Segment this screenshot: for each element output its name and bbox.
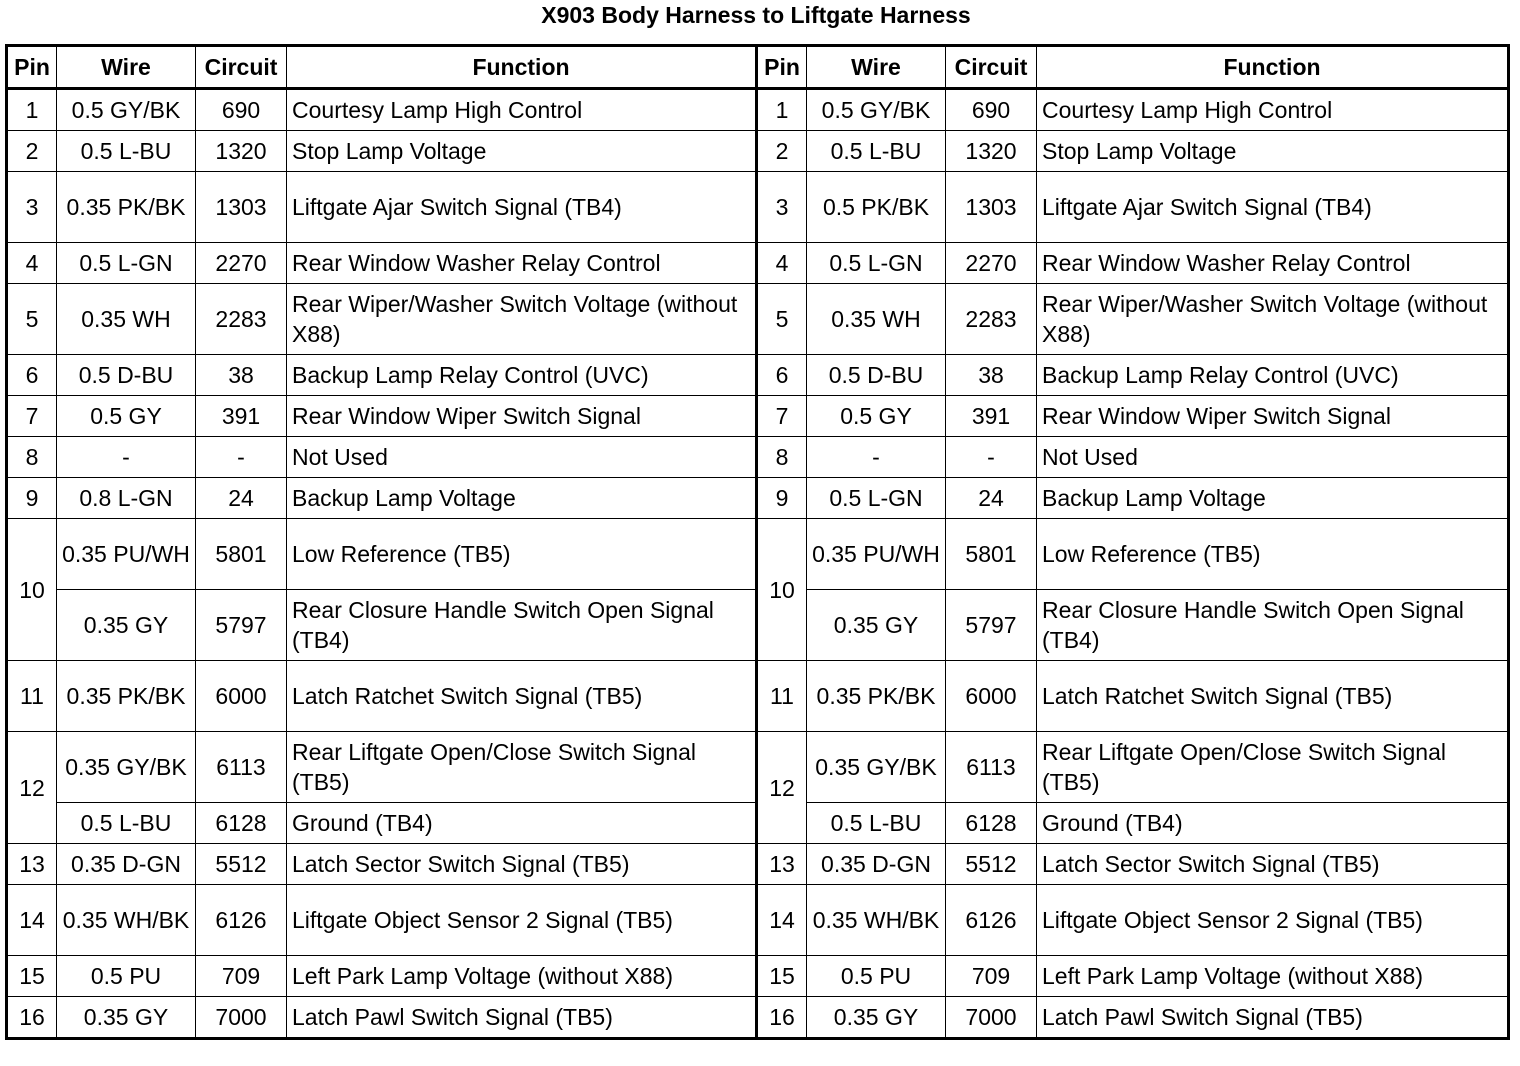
circuit-cell-right: 391 bbox=[946, 396, 1037, 437]
wire-cell: 0.35 PK/BK bbox=[57, 172, 196, 243]
table-row bbox=[7, 89, 1509, 131]
connector-pinout-table bbox=[5, 44, 1510, 1040]
wire-cell-right: 0.35 D-GN bbox=[807, 844, 946, 885]
table-row bbox=[7, 437, 1509, 478]
pin-cell-right: 8 bbox=[757, 437, 807, 478]
pin-cell: 15 bbox=[7, 956, 57, 997]
wire-cell: 0.5 GY/BK bbox=[57, 89, 196, 131]
table-row bbox=[7, 661, 1509, 732]
wire-cell: 0.8 L-GN bbox=[57, 478, 196, 519]
pin-cell-right: 16 bbox=[757, 997, 807, 1039]
function-cell-right: Liftgate Ajar Switch Signal (TB4) bbox=[1037, 172, 1509, 243]
circuit-cell: 6128 bbox=[196, 803, 287, 844]
pin-cell-right: 7 bbox=[757, 396, 807, 437]
table-row bbox=[7, 478, 1509, 519]
pin-cell: 10 bbox=[7, 519, 57, 661]
function-cell-right: Backup Lamp Voltage bbox=[1037, 478, 1509, 519]
table-row bbox=[7, 243, 1509, 284]
function-cell-right: Stop Lamp Voltage bbox=[1037, 131, 1509, 172]
header-function: Function bbox=[287, 46, 757, 89]
pin-cell-right: 6 bbox=[757, 355, 807, 396]
wire-cell: 0.5 PU bbox=[57, 956, 196, 997]
function-cell-right: Latch Ratchet Switch Signal (TB5) bbox=[1037, 661, 1509, 732]
table-row bbox=[7, 885, 1509, 956]
pin-cell: 9 bbox=[7, 478, 57, 519]
circuit-cell-right: 1303 bbox=[946, 172, 1037, 243]
function-cell: Rear Window Washer Relay Control bbox=[287, 243, 757, 284]
wire-cell: 0.5 L-BU bbox=[57, 803, 196, 844]
function-cell-right: Latch Sector Switch Signal (TB5) bbox=[1037, 844, 1509, 885]
wire-cell: 0.35 GY/BK bbox=[57, 732, 196, 803]
function-cell-right: Rear Window Washer Relay Control bbox=[1037, 243, 1509, 284]
pin-cell: 6 bbox=[7, 355, 57, 396]
wire-cell-right: 0.5 GY/BK bbox=[807, 89, 946, 131]
table-row bbox=[7, 355, 1509, 396]
circuit-cell: 2270 bbox=[196, 243, 287, 284]
function-cell: Courtesy Lamp High Control bbox=[287, 89, 757, 131]
function-cell: Liftgate Object Sensor 2 Signal (TB5) bbox=[287, 885, 757, 956]
header-circuit: Circuit bbox=[196, 46, 287, 89]
wire-cell: 0.5 L-GN bbox=[57, 243, 196, 284]
wire-cell: 0.35 PK/BK bbox=[57, 661, 196, 732]
circuit-cell: 1303 bbox=[196, 172, 287, 243]
function-cell: Latch Sector Switch Signal (TB5) bbox=[287, 844, 757, 885]
function-cell: Liftgate Ajar Switch Signal (TB4) bbox=[287, 172, 757, 243]
pin-cell-right: 3 bbox=[757, 172, 807, 243]
table-row bbox=[7, 956, 1509, 997]
header-wire: Wire bbox=[57, 46, 196, 89]
function-cell: Rear Window Wiper Switch Signal bbox=[287, 396, 757, 437]
pin-cell: 7 bbox=[7, 396, 57, 437]
pin-cell: 1 bbox=[7, 89, 57, 131]
wire-cell-right: 0.5 L-BU bbox=[807, 131, 946, 172]
circuit-cell-right: 6128 bbox=[946, 803, 1037, 844]
wire-cell-right: 0.35 PU/WH bbox=[807, 519, 946, 590]
pin-cell: 11 bbox=[7, 661, 57, 732]
table-row bbox=[7, 172, 1509, 243]
function-cell: Ground (TB4) bbox=[287, 803, 757, 844]
function-cell: Backup Lamp Voltage bbox=[287, 478, 757, 519]
wire-cell-right: 0.35 GY bbox=[807, 997, 946, 1039]
circuit-cell: 24 bbox=[196, 478, 287, 519]
circuit-cell-right: 6126 bbox=[946, 885, 1037, 956]
circuit-cell-right: - bbox=[946, 437, 1037, 478]
wire-cell: - bbox=[57, 437, 196, 478]
wire-cell-right: 0.35 GY bbox=[807, 590, 946, 661]
pin-cell: 8 bbox=[7, 437, 57, 478]
wire-cell-right: 0.5 L-BU bbox=[807, 803, 946, 844]
wire-cell-right: 0.5 GY bbox=[807, 396, 946, 437]
pin-cell-right: 11 bbox=[757, 661, 807, 732]
pin-cell: 13 bbox=[7, 844, 57, 885]
table-row bbox=[7, 284, 1509, 355]
circuit-cell: 6000 bbox=[196, 661, 287, 732]
header-row bbox=[7, 46, 1509, 89]
pin-cell-right: 15 bbox=[757, 956, 807, 997]
header-pin: Pin bbox=[7, 46, 57, 89]
wire-cell: 0.35 PU/WH bbox=[57, 519, 196, 590]
header-wire-right: Wire bbox=[807, 46, 946, 89]
circuit-cell-right: 709 bbox=[946, 956, 1037, 997]
function-cell: Rear Liftgate Open/Close Switch Signal (TB5) bbox=[287, 732, 757, 803]
table-row bbox=[7, 844, 1509, 885]
circuit-cell: 391 bbox=[196, 396, 287, 437]
wire-cell: 0.35 WH bbox=[57, 284, 196, 355]
circuit-cell: 5797 bbox=[196, 590, 287, 661]
pin-cell-right: 4 bbox=[757, 243, 807, 284]
function-cell-right: Rear Liftgate Open/Close Switch Signal (TB5) bbox=[1037, 732, 1509, 803]
wire-cell-right: 0.35 WH bbox=[807, 284, 946, 355]
wire-cell-right: 0.35 GY/BK bbox=[807, 732, 946, 803]
function-cell-right: Rear Wiper/Washer Switch Voltage (without X88) bbox=[1037, 284, 1509, 355]
circuit-cell-right: 5797 bbox=[946, 590, 1037, 661]
pin-cell-right: 10 bbox=[757, 519, 807, 661]
circuit-cell-right: 5801 bbox=[946, 519, 1037, 590]
wire-cell: 0.35 WH/BK bbox=[57, 885, 196, 956]
function-cell-right: Rear Window Wiper Switch Signal bbox=[1037, 396, 1509, 437]
pin-cell-right: 9 bbox=[757, 478, 807, 519]
circuit-cell: 6126 bbox=[196, 885, 287, 956]
pin-cell-right: 13 bbox=[757, 844, 807, 885]
pin-cell-right: 12 bbox=[757, 732, 807, 844]
function-cell-right: Courtesy Lamp High Control bbox=[1037, 89, 1509, 131]
wire-cell-right: 0.5 PU bbox=[807, 956, 946, 997]
pin-cell: 4 bbox=[7, 243, 57, 284]
wire-cell-right: 0.5 L-GN bbox=[807, 243, 946, 284]
circuit-cell: 690 bbox=[196, 89, 287, 131]
function-cell: Backup Lamp Relay Control (UVC) bbox=[287, 355, 757, 396]
wire-cell-right: - bbox=[807, 437, 946, 478]
wire-cell: 0.5 GY bbox=[57, 396, 196, 437]
document-title: X903 Body Harness to Liftgate Harness bbox=[541, 2, 971, 28]
circuit-cell-right: 5512 bbox=[946, 844, 1037, 885]
wire-cell-right: 0.35 WH/BK bbox=[807, 885, 946, 956]
function-cell-right: Latch Pawl Switch Signal (TB5) bbox=[1037, 997, 1509, 1039]
function-cell-right: Liftgate Object Sensor 2 Signal (TB5) bbox=[1037, 885, 1509, 956]
circuit-cell-right: 38 bbox=[946, 355, 1037, 396]
circuit-cell: - bbox=[196, 437, 287, 478]
circuit-cell: 7000 bbox=[196, 997, 287, 1039]
function-cell: Left Park Lamp Voltage (without X88) bbox=[287, 956, 757, 997]
wire-cell-right: 0.35 PK/BK bbox=[807, 661, 946, 732]
wire-cell: 0.35 GY bbox=[57, 997, 196, 1039]
pin-cell: 3 bbox=[7, 172, 57, 243]
circuit-cell-right: 2270 bbox=[946, 243, 1037, 284]
pin-cell-right: 1 bbox=[757, 89, 807, 131]
wire-cell-right: 0.5 D-BU bbox=[807, 355, 946, 396]
function-cell-right: Ground (TB4) bbox=[1037, 803, 1509, 844]
function-cell: Not Used bbox=[287, 437, 757, 478]
table-row bbox=[7, 732, 1509, 803]
circuit-cell-right: 6113 bbox=[946, 732, 1037, 803]
circuit-cell: 1320 bbox=[196, 131, 287, 172]
pin-cell: 16 bbox=[7, 997, 57, 1039]
wire-cell: 0.5 D-BU bbox=[57, 355, 196, 396]
wire-cell-right: 0.5 L-GN bbox=[807, 478, 946, 519]
function-cell: Latch Ratchet Switch Signal (TB5) bbox=[287, 661, 757, 732]
pin-cell-right: 2 bbox=[757, 131, 807, 172]
function-cell-right: Low Reference (TB5) bbox=[1037, 519, 1509, 590]
wire-cell-right: 0.5 PK/BK bbox=[807, 172, 946, 243]
circuit-cell-right: 7000 bbox=[946, 997, 1037, 1039]
function-cell-right: Backup Lamp Relay Control (UVC) bbox=[1037, 355, 1509, 396]
function-cell: Low Reference (TB5) bbox=[287, 519, 757, 590]
function-cell-right: Not Used bbox=[1037, 437, 1509, 478]
header-pin-right: Pin bbox=[757, 46, 807, 89]
pin-cell: 5 bbox=[7, 284, 57, 355]
function-cell: Latch Pawl Switch Signal (TB5) bbox=[287, 997, 757, 1039]
circuit-cell: 5512 bbox=[196, 844, 287, 885]
function-cell: Rear Wiper/Washer Switch Voltage (without X88) bbox=[287, 284, 757, 355]
table-row bbox=[7, 997, 1509, 1039]
circuit-cell-right: 2283 bbox=[946, 284, 1037, 355]
wire-cell: 0.5 L-BU bbox=[57, 131, 196, 172]
circuit-cell: 38 bbox=[196, 355, 287, 396]
circuit-cell-right: 6000 bbox=[946, 661, 1037, 732]
circuit-cell-right: 24 bbox=[946, 478, 1037, 519]
table-row bbox=[7, 131, 1509, 172]
table-row bbox=[7, 519, 1509, 590]
wire-cell: 0.35 GY bbox=[57, 590, 196, 661]
pin-cell: 12 bbox=[7, 732, 57, 844]
pin-cell: 2 bbox=[7, 131, 57, 172]
table-row bbox=[7, 396, 1509, 437]
circuit-cell: 2283 bbox=[196, 284, 287, 355]
pin-cell-right: 14 bbox=[757, 885, 807, 956]
header-circuit-right: Circuit bbox=[946, 46, 1037, 89]
pin-cell: 14 bbox=[7, 885, 57, 956]
function-cell-right: Left Park Lamp Voltage (without X88) bbox=[1037, 956, 1509, 997]
wire-cell: 0.35 D-GN bbox=[57, 844, 196, 885]
circuit-cell: 709 bbox=[196, 956, 287, 997]
circuit-cell: 6113 bbox=[196, 732, 287, 803]
circuit-cell: 5801 bbox=[196, 519, 287, 590]
function-cell-right: Rear Closure Handle Switch Open Signal (TB4) bbox=[1037, 590, 1509, 661]
pin-cell-right: 5 bbox=[757, 284, 807, 355]
function-cell: Rear Closure Handle Switch Open Signal (TB4) bbox=[287, 590, 757, 661]
circuit-cell-right: 690 bbox=[946, 89, 1037, 131]
function-cell: Stop Lamp Voltage bbox=[287, 131, 757, 172]
header-function-right: Function bbox=[1037, 46, 1509, 89]
circuit-cell-right: 1320 bbox=[946, 131, 1037, 172]
